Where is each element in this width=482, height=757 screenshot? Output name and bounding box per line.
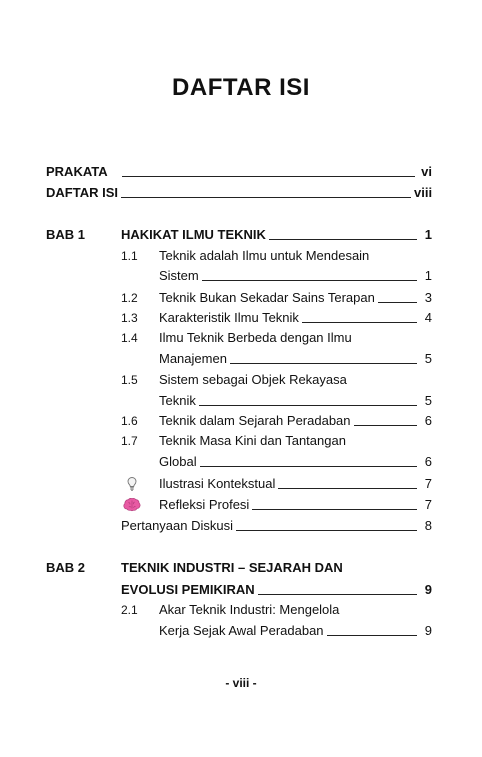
- leader-line: [252, 509, 417, 510]
- leader-line: [230, 363, 417, 364]
- chapter-title: HAKIKAT ILMU TEKNIK: [121, 227, 266, 242]
- leader-line: [236, 530, 417, 531]
- toc-entry-daftar-isi[interactable]: [46, 185, 432, 201]
- page-number: 7: [424, 497, 432, 512]
- leader-line: [202, 280, 417, 281]
- toc-entry-label: DAFTAR ISI: [46, 185, 118, 200]
- toc-entry-1-7[interactable]: [159, 454, 432, 470]
- page-number: viii: [414, 185, 433, 200]
- section-title: Karakteristik Ilmu Teknik: [159, 310, 299, 325]
- toc-entry-refleksi[interactable]: [159, 497, 432, 513]
- page-number: 9: [424, 623, 432, 638]
- page-number: 9: [424, 582, 432, 597]
- toc-chapter-1[interactable]: [121, 227, 432, 243]
- section-title[interactable]: Teknik Masa Kini dan Tantangan: [159, 433, 346, 448]
- leader-line: [258, 594, 417, 595]
- chapter-label: BAB 2: [46, 560, 86, 575]
- toc-entry-1-2[interactable]: [159, 290, 432, 306]
- toc-entry-pertanyaan[interactable]: [121, 518, 432, 534]
- toc-entry-label: PRAKATA: [46, 164, 108, 179]
- section-number: 1.2: [121, 291, 138, 305]
- section-title: Refleksi Profesi: [159, 497, 250, 512]
- page-number: 1: [424, 268, 432, 283]
- page-footer-number: - viii -: [225, 676, 257, 690]
- leader-line: [327, 635, 417, 636]
- chapter-label: BAB 1: [46, 227, 86, 242]
- page-number: vi: [421, 164, 432, 179]
- section-number: 2.1: [121, 603, 138, 617]
- leader-line: [199, 405, 417, 406]
- page-number: 7: [424, 476, 432, 491]
- section-title[interactable]: Ilmu Teknik Berbeda dengan Ilmu: [159, 330, 352, 345]
- section-title-cont: Global: [159, 454, 197, 469]
- section-title: Teknik dalam Sejarah Peradaban: [159, 413, 351, 428]
- section-number: 1.5: [121, 373, 138, 387]
- page-number: 5: [424, 351, 432, 366]
- leader-line: [378, 302, 417, 303]
- leader-line: [200, 466, 417, 467]
- toc-entry-1-6[interactable]: [159, 413, 432, 429]
- toc-entry-1-5[interactable]: [159, 393, 432, 409]
- section-number: 1.7: [121, 434, 138, 448]
- section-title-cont: Manajemen: [159, 351, 227, 366]
- toc-entry-2-1[interactable]: [159, 623, 432, 639]
- section-title: Pertanyaan Diskusi: [121, 518, 233, 533]
- chapter-title[interactable]: TEKNIK INDUSTRI – SEJARAH DAN: [121, 560, 343, 575]
- leader-line: [121, 197, 411, 198]
- section-title[interactable]: Teknik adalah Ilmu untuk Mendesain: [159, 248, 370, 263]
- toc-entry-ilustrasi[interactable]: [159, 476, 432, 492]
- section-title-cont: Teknik: [159, 393, 196, 408]
- toc-entry-1-3[interactable]: [159, 310, 432, 326]
- section-title[interactable]: Sistem sebagai Objek Rekayasa: [159, 372, 347, 387]
- page-number: 5: [424, 393, 432, 408]
- lightbulb-icon: [124, 476, 140, 492]
- section-title: Teknik Bukan Sekadar Sains Terapan: [159, 290, 375, 305]
- page-title: DAFTAR ISI: [172, 74, 310, 101]
- section-title: Ilustrasi Kontekstual: [159, 476, 276, 491]
- chapter-title-cont: EVOLUSI PEMIKIRAN: [121, 582, 255, 597]
- toc-entry-1-1[interactable]: [159, 268, 432, 284]
- leader-line: [354, 425, 417, 426]
- leader-line: [122, 176, 415, 177]
- section-number: 1.6: [121, 414, 138, 428]
- section-number: 1.1: [121, 249, 138, 263]
- toc-chapter-2[interactable]: [121, 582, 432, 598]
- page-number: 1: [424, 227, 432, 242]
- section-title-cont: Kerja Sejak Awal Peradaban: [159, 623, 324, 638]
- brain-icon: [123, 497, 141, 513]
- toc-entry-1-4[interactable]: [159, 351, 432, 367]
- leader-line: [269, 239, 417, 240]
- section-title[interactable]: Akar Teknik Industri: Mengelola: [159, 602, 340, 617]
- section-number: 1.4: [121, 331, 138, 345]
- toc-entry-prakata[interactable]: [46, 164, 432, 180]
- page-number: 6: [424, 454, 432, 469]
- section-number: 1.3: [121, 311, 138, 325]
- leader-line: [278, 488, 417, 489]
- page-number: 6: [424, 413, 432, 428]
- leader-line: [302, 322, 417, 323]
- page-number: 3: [424, 290, 432, 305]
- page-number: 8: [424, 518, 432, 533]
- page-number: 4: [424, 310, 432, 325]
- section-title-cont: Sistem: [159, 268, 199, 283]
